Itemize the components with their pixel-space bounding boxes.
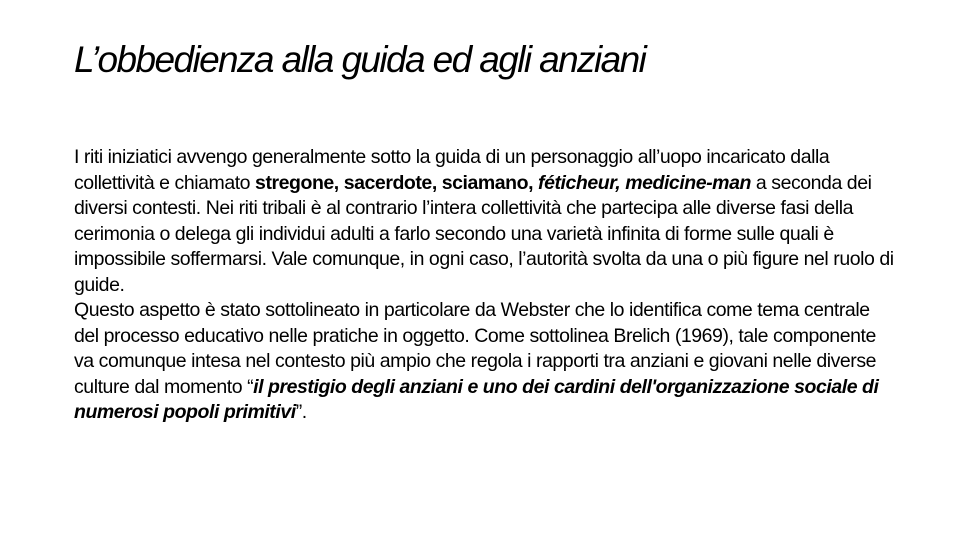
slide-body: [74, 145, 894, 426]
paragraph-1-text-a: I riti iniziatici avvengo generalmente sotto la guida di un personaggio all’uopo incaricato dalla collettività e chiamato: [74, 146, 830, 194]
paragraph-1-text-b: a seconda dei diversi contesti. Nei riti tribali è al contrario l’intera collettività che partecipa alle diverse fasi della cerimonia o delega gli individui adulti a farlo secondo una varietà infinita di forme sulle quali è impossibile soffermarsi. Vale comunque, in ogni caso, l’autorità svolta da una o più figure nel ruolo di guide.: [74, 171, 894, 296]
paragraph-2-quotation: il prestigio degli anziani e uno dei cardini dell'organizzazione sociale di numerosi popoli primitivi: [74, 375, 879, 423]
paragraph-1: [74, 145, 894, 298]
paragraph-1-bold-italic-roles: féticheur, medicine-man: [538, 171, 751, 194]
paragraph-2: [74, 298, 894, 426]
paragraph-2-quote-close: ”: [295, 401, 302, 423]
paragraph-2-text-a: Questo aspetto è stato sottolineato in particolare da Webster che lo identifica come tema centrale del processo educativo nelle pratiche in oggetto. Come sottolinea Brelich (1969), tale componente va comunque intesa nel contesto più ampio che regola i rapporti tra anziani e giovani nelle diverse culture dal momento: [74, 299, 877, 398]
paragraph-2-quote-open: “: [247, 375, 254, 398]
paragraph-1-bold-roles: stregone, sacerdote, sciamano,: [255, 171, 539, 194]
slide-title: L’obbedienza alla guida ed agli anziani: [74, 39, 646, 80]
paragraph-2-text-b: .: [301, 401, 307, 423]
